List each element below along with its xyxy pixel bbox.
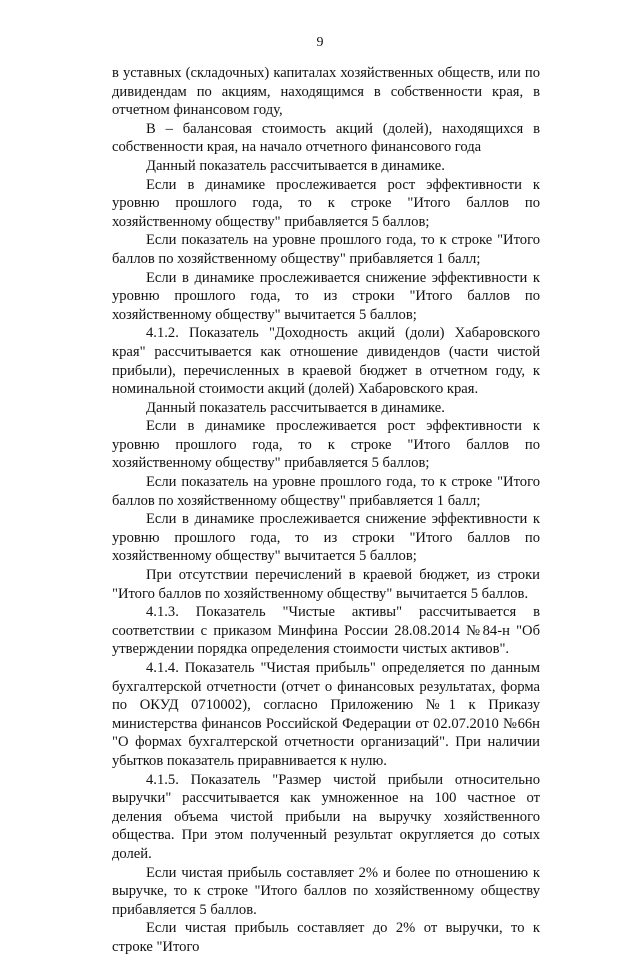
paragraph-same-level-rule: Если показатель на уровне прошлого года, то к строке "Итого баллов по хозяйственному обществу" прибавляется 1 балл;	[112, 232, 540, 267]
paragraph-section-4-1-5: 4.1.5. Показатель "Размер чистой прибыли относительно выручки" рассчитывается как умноженное на 100 частное от деления объема чистой прибыли на выручку хозяйственного общества. При этом полученный результат округляется до сотых долей.	[112, 771, 540, 862]
page-number: 9	[316, 35, 324, 50]
paragraph-profit-under-2-rule: Если чистая прибыль составляет до 2% от выручки, то к строке "Итого	[112, 920, 540, 955]
paragraph-continuation: в уставных (складочных) капиталах хозяйственных обществ, или по дивидендам по акциям, находящимся в собственности края, в отчетном финансовом году,	[112, 65, 540, 119]
paragraph-decline-rule: Если в динамике прослеживается снижение эффективности к уровню прошлого года, то из строки "Итого баллов по хозяйственному обществу" вычитается 5 баллов;	[112, 269, 540, 323]
paragraph-dynamics-note: Данный показатель рассчитывается в динамике.	[146, 157, 445, 174]
paragraph-growth-rule-2: Если в динамике прослеживается рост эффективности к уровню прошлого года, то к строке "Итого баллов по хозяйственному обществу" прибавляется 5 баллов;	[112, 418, 540, 472]
paragraph-profit-2-plus-rule: Если чистая прибыль составляет 2% и более по отношению к выручке, то к строке "Итого баллов по хозяйственному обществу прибавляется 5 баллов.	[112, 864, 540, 918]
paragraph-section-4-1-4: 4.1.4. Показатель "Чистая прибыль" определяется по данным бухгалтерской отчетности (отчет о финансовых результатах, форма по ОКУД 0710002), согласно Приложению №1 к Приказу министерства финансов Российской Федерации от 02.07.2010 №66н "О формах бухгалтерской отчетности организаций". При наличии убытков показатель приравнивается к нулю.	[112, 660, 540, 769]
paragraph-no-transfer-rule: При отсутствии перечислений в краевой бюджет, из строки "Итого баллов по хозяйственному обществу" вычитается 5 баллов.	[112, 567, 540, 602]
paragraph-section-4-1-2: 4.1.2. Показатель "Доходность акций (доли) Хабаровского края" рассчитывается как отношение дивидендов (части чистой прибыли), перечисленных в краевой бюджет в отчетном году, к номинальной стоимости акций (долей) Хабаровского края.	[112, 325, 540, 398]
paragraph-section-4-1-3: 4.1.3. Показатель "Чистые активы" рассчитывается в соответствии с приказом Минфина России 28.08.2014 №84-н "Об утверждении порядка определения стоимости чистых активов".	[112, 604, 540, 658]
document-body	[112, 64, 540, 957]
paragraph-definition-b: В – балансовая стоимость акций (долей), находящихся в собственности края, на начало отчетного финансового года	[112, 120, 540, 156]
paragraph-decline-rule-2: Если в динамике прослеживается снижение эффективности к уровню прошлого года, то из строки "Итого баллов по хозяйственному обществу" вычитается 5 баллов;	[112, 511, 540, 565]
paragraph-growth-rule: Если в динамике прослеживается рост эффективности к уровню прошлого года, то к строке "Итого баллов по хозяйственному обществу" прибавляется 5 баллов;	[112, 176, 540, 230]
paragraph-dynamics-note-2: Данный показатель рассчитывается в динамике.	[146, 399, 445, 416]
paragraph-same-level-rule-2: Если показатель на уровне прошлого года, то к строке "Итого баллов по хозяйственному обществу" прибавляется 1 балл;	[112, 474, 540, 509]
